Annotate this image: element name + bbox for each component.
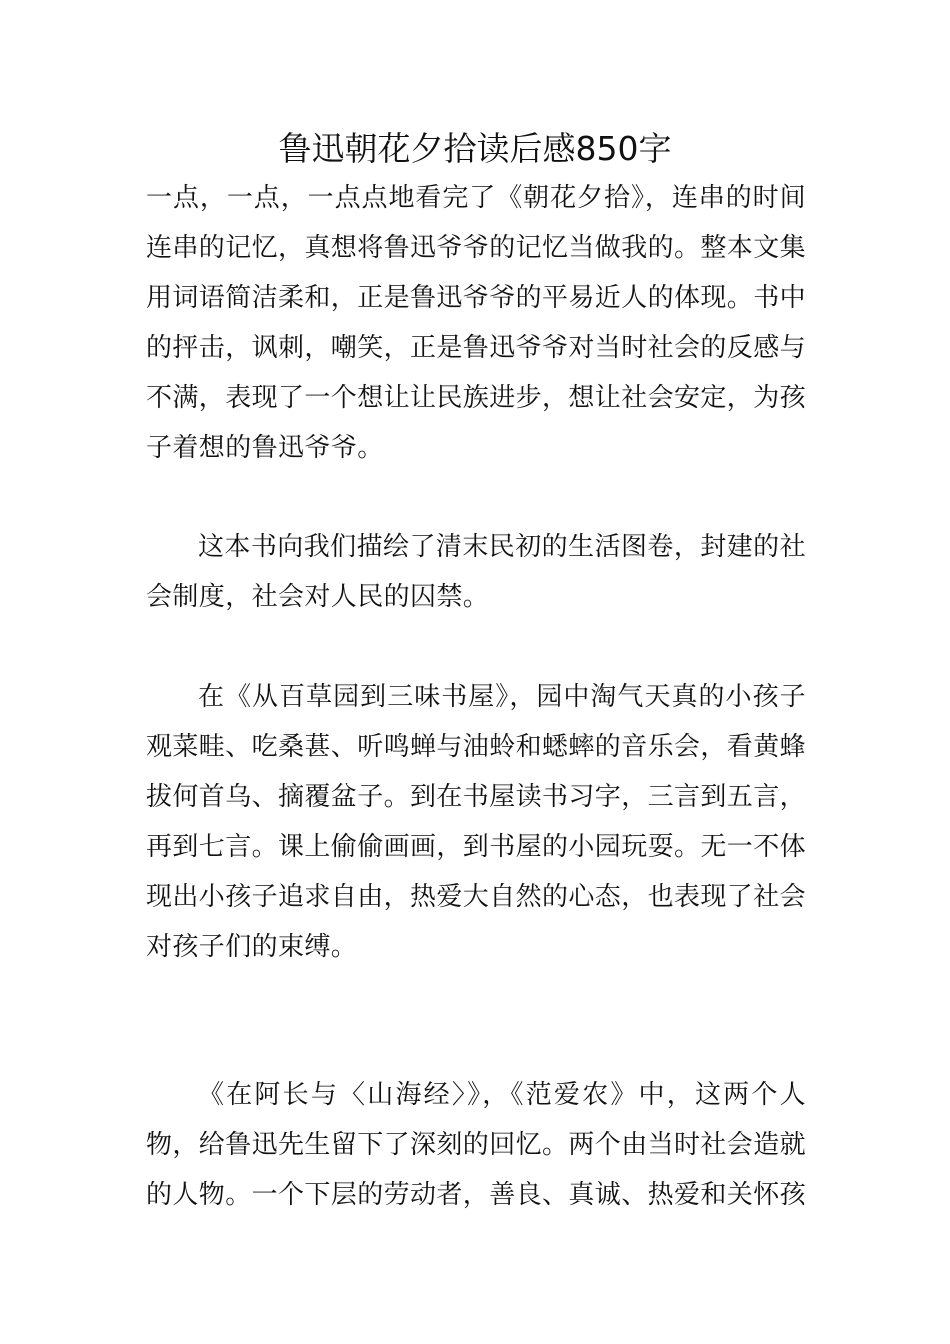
paragraph-4: 《在阿长与〈山海经〉》，《范爱农》中，这两个人物，给鲁迅先生留下了深刻的回忆。两个由当时社会造就的人物。一个下层的劳动者，善良、真诚、热爱和关怀孩 — [146, 1080, 807, 1210]
paragraph-1: 一点，一点，一点点地看完了《朝花夕拾》，连串的时间连串的记忆，真想将鲁迅爷爷的记忆当做我的。整本文集用词语简洁柔和，正是鲁迅爷爷的平易近人的体现。书中的抨击，讽刺，嘲笑，正是鲁迅爷爷对当时社会的反感与不满，表现了一个想让让民族进步，想让社会安定，为孩子着想的鲁迅爷爷。 — [146, 183, 807, 463]
document-title: 鲁迅朝花夕拾读后感850字 — [278, 129, 672, 168]
paragraph-3: 在《从百草园到三味书屋》，园中淘气天真的小孩子观菜畦、吃桑葚、听鸣蝉与油蛉和蟋蟀的音乐会，看黄蜂拔何首乌、摘覆盆子。到在书屋读书习字，三言到五言，再到七言。课上偷偷画画，到书屋的小园玩耍。无一不体现出小孩子追求自由，热爱大自然的心态，也表现了社会对孩子们的束缚。 — [146, 682, 807, 962]
paragraph-2: 这本书向我们描绘了清末民初的生活图卷，封建的社会制度，社会对人民的囚禁。 — [146, 532, 806, 612]
